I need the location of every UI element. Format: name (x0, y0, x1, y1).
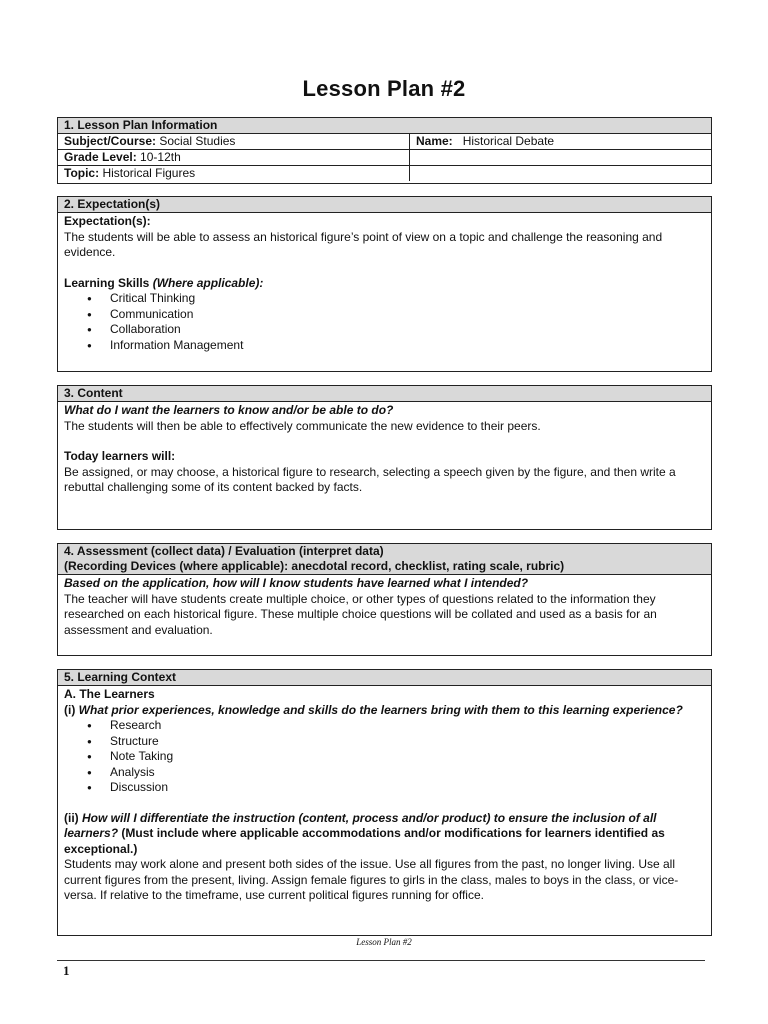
grade-label: Grade Level: (64, 150, 137, 164)
list-item: ● Critical Thinking (110, 291, 705, 307)
topic-label: Topic: (64, 166, 100, 180)
today-label: Today learners will: (64, 449, 176, 463)
assessment-answer: The teacher will have students create multiple choice, or other types of questions related to the information they researched on each historical figure. These multiple choice questions will be collated and used as a basis for an assessment and evaluation. (64, 591, 657, 637)
prior-skills-list (64, 718, 705, 796)
learners-subheading: A. The Learners (64, 687, 155, 701)
differentiation-question: How will I differentiate the instruction (content, process and/or product) to ensure the inclusion of all learners? (64, 810, 657, 840)
today-text: Be assigned, or may choose, a historical figure to research, selecting a speech given by the figure, and then write a rebuttal challenging some of its content backed by facts. (64, 464, 676, 494)
table-row (58, 166, 711, 182)
page-title: Lesson Plan #2 (302, 76, 466, 101)
list-item: ● Communication (110, 307, 705, 323)
list-item: ● Research (110, 718, 705, 734)
list-item: ● Discussion (110, 780, 705, 796)
question-2-number: (ii) (64, 810, 82, 825)
section-lesson-info (57, 117, 712, 184)
content-question: What do I want the learners to know and/or be able to do? (64, 403, 394, 417)
section-expectations (57, 196, 712, 372)
section-learning-context (57, 669, 712, 936)
question-1-number: (i) (64, 702, 79, 717)
topic-value: Historical Figures (102, 166, 196, 180)
assessment-question: Based on the application, how will I know students have learned what I intended? (64, 576, 529, 590)
section-3-heading: 3. Content (58, 386, 711, 402)
section-assessment (57, 543, 712, 656)
expectations-text: The students will be able to assess an historical figure’s point of view on a topic and challenge the reasoning and evidence. (64, 229, 663, 259)
table-row (58, 134, 711, 150)
list-item: ● Collaboration (110, 322, 705, 338)
subject-value: Social Studies (159, 134, 236, 148)
expectations-label: Expectation(s): (64, 214, 151, 228)
page-number: 1 (63, 963, 70, 978)
list-item: ● Note Taking (110, 749, 705, 765)
name-label: Name: (416, 134, 453, 148)
section-5-heading: 5. Learning Context (58, 670, 711, 686)
grade-value: 10-12th (140, 150, 181, 164)
subject-label: Subject/Course: (64, 134, 157, 148)
learning-skills-label: Learning Skills (64, 275, 153, 290)
assessment-heading: 4. Assessment (collect data) / Evaluation (interpret data) (64, 544, 384, 558)
content-answer: The students will then be able to effectively communicate the new evidence to their peers. (64, 418, 541, 433)
learning-skills-note: (Where applicable): (152, 275, 264, 290)
list-item: ● Information Management (110, 338, 705, 354)
learning-skills-list (64, 291, 705, 353)
differentiation-note: (Must include where applicable accommodations and/or modifications for learners identified as exceptional.) (64, 826, 665, 856)
name-value: Historical Debate (462, 134, 555, 148)
section-2-heading: 2. Expectation(s) (58, 197, 711, 213)
list-item: ● Analysis (110, 765, 705, 781)
section-1-heading: 1. Lesson Plan Information (58, 118, 711, 133)
lesson-info-table (58, 133, 711, 181)
recording-devices-heading: (Recording Devices (where applicable): anecdotal record, checklist, rating scale, rubric) (64, 559, 565, 573)
footer-running-title: Lesson Plan #2 (356, 937, 412, 947)
section-content (57, 385, 712, 530)
differentiation-answer: Students may work alone and present both sides of the issue. Use all figures from the past, no longer living. Use all current figures from the present, living. Assign female figures to girls in the class, males to boys in the class, or vice-versa. If relative to the timeframe, use current political figures running for office. (64, 857, 679, 902)
prior-experience-question: What prior experiences, knowledge and skills do the learners bring with them to this learning experience? (78, 702, 683, 717)
list-item: ● Structure (110, 734, 705, 750)
section-4-heading (58, 544, 711, 575)
table-row (58, 150, 711, 166)
footer-divider (57, 960, 705, 961)
